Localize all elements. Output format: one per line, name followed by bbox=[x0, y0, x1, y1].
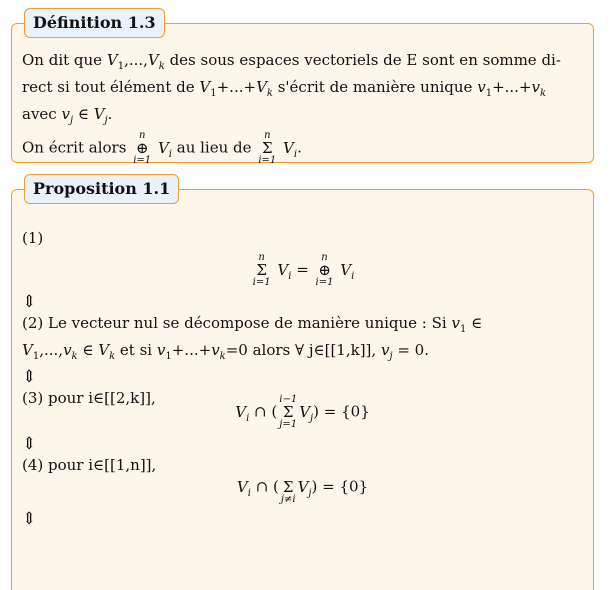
definition-line-4-prefix: On écrit alors bbox=[22, 138, 127, 157]
definition-body bbox=[12, 24, 593, 166]
item-1-label: (1) bbox=[22, 229, 44, 247]
equation-4: $V_i$ ∩ ( Σ j≠i $V_j) = \{0\}$ bbox=[236, 477, 369, 505]
item-2-line-1: (2) Le vecteur nul se décompose de manière unique : Si $v_1$ ∈ bbox=[22, 314, 483, 335]
item-3-label: (3) pour i∈[[2,k]], bbox=[22, 389, 156, 407]
definition-line-4: On écrit alors n ⊕ i=1 $V_i$ au lieu de n Σ i=1 $V_i$. bbox=[22, 130, 302, 166]
proposition-body bbox=[12, 190, 593, 530]
equivalence-arrow-1: ⇕ bbox=[22, 292, 37, 312]
item-4-label: (4) pour i∈[[1,n]], bbox=[22, 456, 157, 474]
sum-operator: n Σ i=1 bbox=[258, 130, 277, 166]
direct-sum-operator: n ⊕ i=1 bbox=[133, 130, 152, 166]
equivalence-arrow-3: ⇕ bbox=[22, 434, 37, 454]
definition-line-1: On dit que $V_1,...,V_k$ des sous espaces vectoriels de E sont en somme di- bbox=[22, 51, 561, 72]
equation-3-rhs: = {0} bbox=[323, 402, 370, 421]
definition-line-3: avec $v_j$ ∈ $V_j$. bbox=[22, 105, 113, 126]
equation-4-rhs: = {0} bbox=[322, 477, 369, 496]
equivalence-arrow-2: ⇕ bbox=[22, 367, 37, 387]
proposition-box bbox=[11, 179, 594, 590]
item-2-line-2: $V_1,...,v_k$ ∈ $V_k$ et si $v_1+...+v_k=0$ alors ∀ j∈[[1,k]], $v_j = 0$. bbox=[22, 341, 429, 362]
proposition-title: Proposition 1.1 bbox=[24, 174, 179, 204]
definition-line-4-middle: au lieu de bbox=[176, 138, 252, 157]
definition-title: Définition 1.3 bbox=[24, 8, 165, 38]
definition-line-2: rect si tout élément de $V_1+...+V_k$ s'écrit de manière unique $v_1+...+v_k$ bbox=[22, 78, 547, 99]
equation-3: $V_i$ ∩ ( i−1 Σ j=1 $V_j) = \{0\}$ bbox=[235, 394, 370, 430]
equivalence-arrow-4: ⇕ bbox=[22, 509, 37, 529]
equation-1: n Σ i=1 $V_i$ = n ⊕ i=1 $V_i$ bbox=[252, 252, 355, 288]
definition-box bbox=[11, 13, 594, 166]
